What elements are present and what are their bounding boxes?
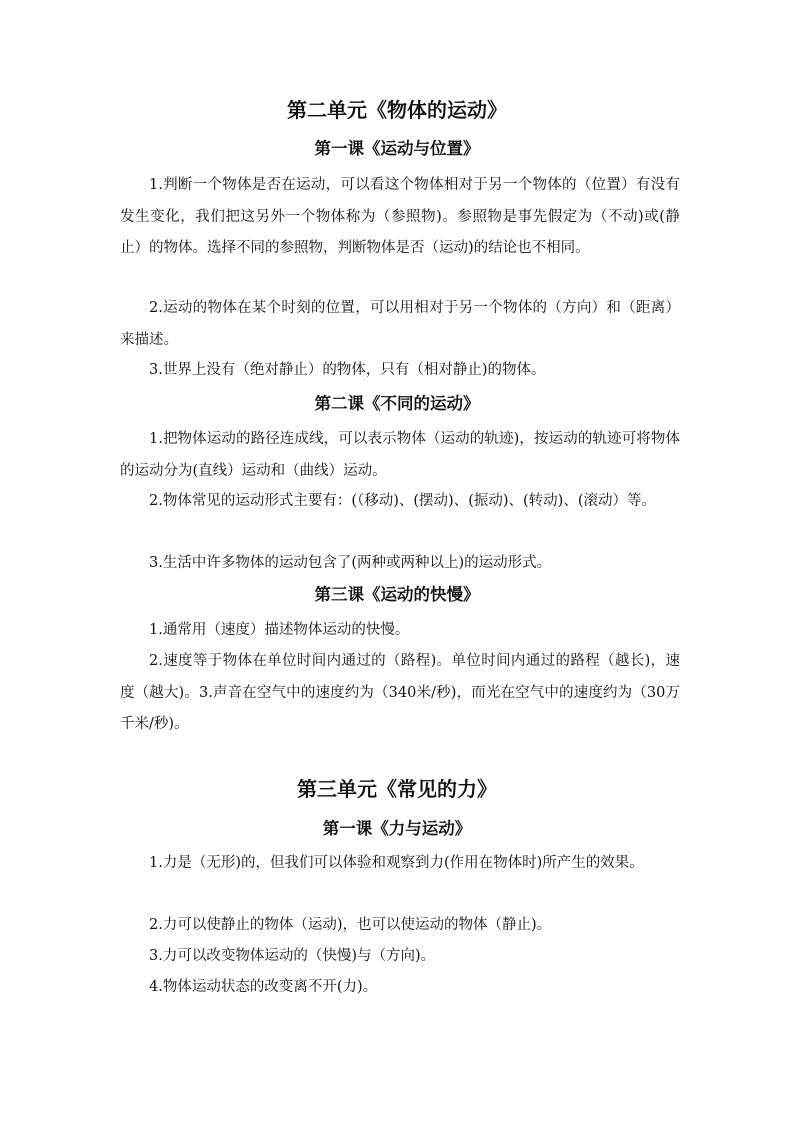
paragraph: 4.物体运动状态的改变离不开(力)。	[149, 979, 378, 995]
paragraph: 1.把物体运动的路径连成线，可以表示物体（运动的轨迹)，按运动的轨迹可将物体的运动分为(直线）运动和（曲线）运动。	[120, 431, 680, 479]
lesson-title: 第二课《不同的运动》	[314, 394, 480, 413]
paragraph: 3.生活中许多物体的运动包含了(两种或两种以上)的运动形式。	[149, 555, 552, 571]
paragraph: 1.力是（无形)的，但我们可以体验和观察到力(作用在物体时)所产生的效果。	[149, 855, 644, 871]
lesson-title: 第一课《力与运动》	[322, 819, 472, 838]
paragraph: 3.世界上没有（绝对静止）的物体，只有（相对静止)的物体。	[149, 362, 546, 378]
paragraph: 1.判断一个物体是否在运动，可以看这个物体相对于另一个物体的（位置）有没有发生变化，我们把这另外一个物体称为（参照物)。参照物是事先假定为（不动)或(静止）的物体。选择不同的参照物，判断物体是否（运动)的结论也不相同。	[120, 177, 680, 256]
paragraph: 2.运动的物体在某个时刻的位置，可以用相对于另一个物体的（方向）和（距离）来描述。	[120, 300, 680, 348]
unit-title: 第二单元《物体的运动》	[287, 98, 507, 122]
paragraph: 3.力可以改变物体运动的（快慢)与（方向)。	[149, 948, 436, 964]
lesson-title: 第一课《运动与位置》	[314, 139, 480, 158]
paragraph: 2.物体常见的运动形式主要有：(（移动)、(摆动)、(振动)、(转动)、(滚动）等。	[149, 493, 656, 509]
unit-title: 第三单元《常见的力》	[297, 777, 497, 801]
lesson-title: 第三课《运动的快慢》	[314, 585, 480, 604]
paragraph: 2.力可以使静止的物体（运动)，也可以使运动的物体（静止)。	[149, 917, 552, 933]
paragraph: 1.通常用（速度）描述物体运动的快慢。	[149, 622, 410, 638]
paragraph: 2.速度等于物体在单位时间内通过的（路程)。单位时间内通过的路程（越长)，速度（越大)。3.声音在空气中的速度约为（340米/秒)，而光在空气中的速度约为（30万千米/秒)。	[120, 653, 680, 732]
